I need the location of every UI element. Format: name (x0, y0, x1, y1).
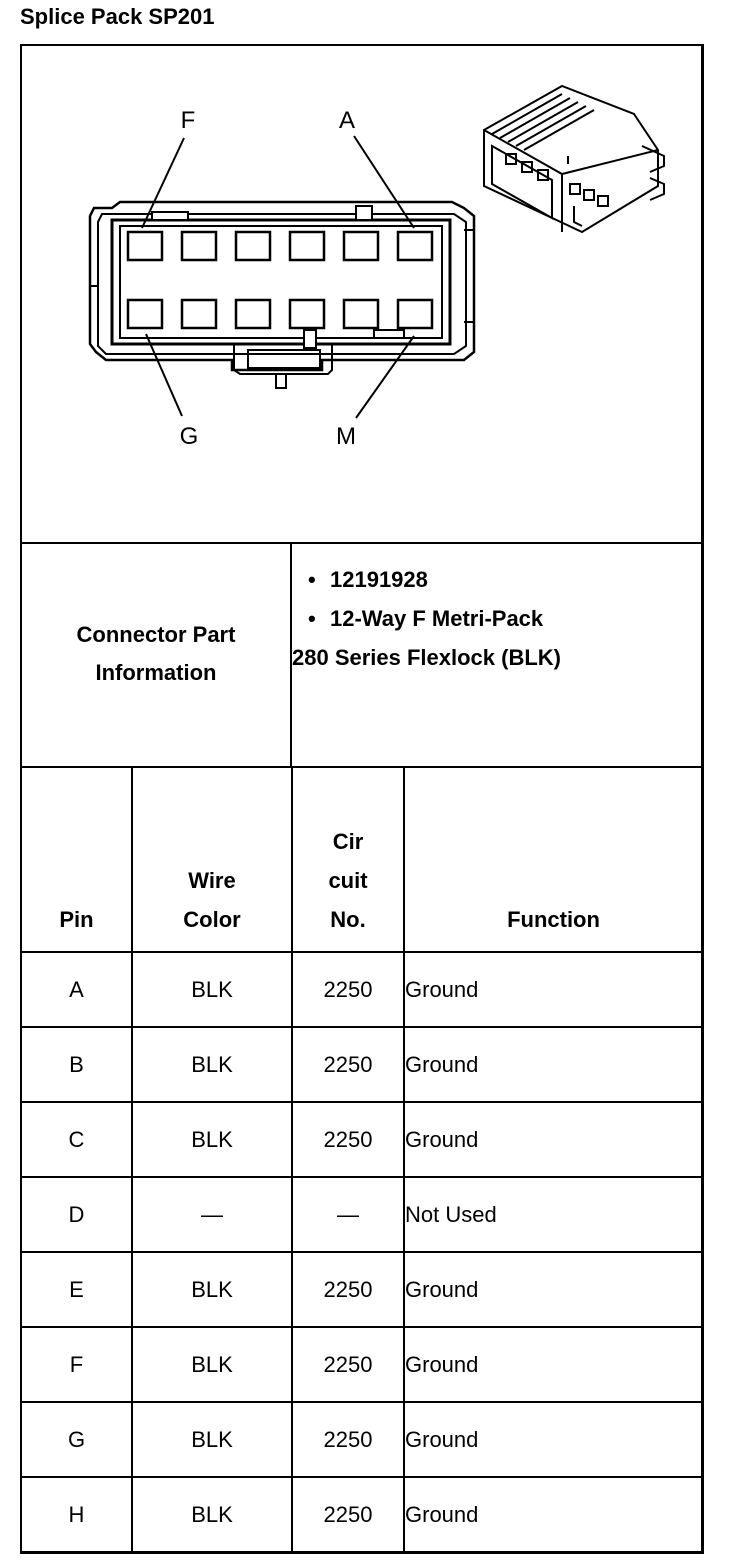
cell-function: Ground (404, 1027, 702, 1102)
cell-pin: H (22, 1477, 132, 1552)
part-number: 12191928 (330, 567, 428, 592)
pin-cavities-bottom-row (128, 300, 432, 328)
connector-isometric-view (484, 86, 664, 232)
cell-pin: D (22, 1177, 132, 1252)
pin-cavities-top-row (128, 232, 432, 260)
cell-wire-color: BLK (132, 1327, 292, 1402)
table-row (22, 952, 702, 1027)
cell-wire-color: BLK (132, 1477, 292, 1552)
label-pin-a: A (338, 107, 356, 134)
connector-part-label-line2: Information (95, 660, 217, 685)
cell-pin: A (22, 952, 132, 1027)
table-row (22, 1402, 702, 1477)
cell-function: Not Used (404, 1177, 702, 1252)
label-pin-m: M (336, 423, 356, 450)
connector-part-label (22, 542, 292, 766)
table-row (22, 1327, 702, 1402)
connector-diagram (22, 46, 702, 544)
cell-circuit: 2250 (292, 1327, 404, 1402)
cell-pin: G (22, 1402, 132, 1477)
cell-pin: C (22, 1102, 132, 1177)
header-circuit-no: Cir cuit No. (292, 768, 404, 952)
cell-circuit: 2250 (292, 1477, 404, 1552)
cell-wire-color: — (132, 1177, 292, 1252)
cell-wire-color: BLK (132, 1402, 292, 1477)
connector-description-line2: 280 Series Flexlock (BLK) (292, 645, 562, 670)
table-row (22, 1027, 702, 1102)
table-row (22, 1252, 702, 1327)
cell-function: Ground (404, 1477, 702, 1552)
header-wire-color: Wire Color (132, 768, 292, 952)
cell-function: Ground (404, 952, 702, 1027)
header-function: Function (404, 768, 702, 952)
cell-pin: F (22, 1327, 132, 1402)
connector-sheet (20, 44, 704, 1554)
cell-wire-color: BLK (132, 952, 292, 1027)
connector-part-label-line1: Connector Part (76, 622, 236, 647)
cell-pin: B (22, 1027, 132, 1102)
header-pin: Pin (22, 768, 132, 952)
cell-circuit: 2250 (292, 1027, 404, 1102)
table-row (22, 1477, 702, 1552)
cell-wire-color: BLK (132, 1102, 292, 1177)
cell-function: Ground (404, 1102, 702, 1177)
label-pin-g: G (179, 423, 199, 450)
cell-circuit: 2250 (292, 952, 404, 1027)
pin-table-header (22, 768, 702, 952)
connector-description-line1: 12-Way F Metri-Pack (330, 606, 544, 631)
bullet: • (308, 567, 316, 592)
table-row (22, 1177, 702, 1252)
cell-wire-color: BLK (132, 1252, 292, 1327)
cell-circuit: 2250 (292, 1102, 404, 1177)
cell-circuit: 2250 (292, 1252, 404, 1327)
label-pin-f: F (180, 107, 196, 134)
cell-wire-color: BLK (132, 1027, 292, 1102)
cell-circuit: 2250 (292, 1402, 404, 1477)
cell-function: Ground (404, 1252, 702, 1327)
connector-part-information (22, 542, 702, 768)
cell-function: Ground (404, 1327, 702, 1402)
cell-pin: E (22, 1252, 132, 1327)
pin-table (22, 768, 702, 1553)
page-title: Splice Pack SP201 (20, 4, 215, 29)
table-row (22, 1102, 702, 1177)
cell-circuit: — (292, 1177, 404, 1252)
bullet: • (308, 606, 316, 631)
cell-function: Ground (404, 1402, 702, 1477)
connector-part-details (292, 560, 561, 677)
connector-face-drawing (22, 46, 702, 540)
